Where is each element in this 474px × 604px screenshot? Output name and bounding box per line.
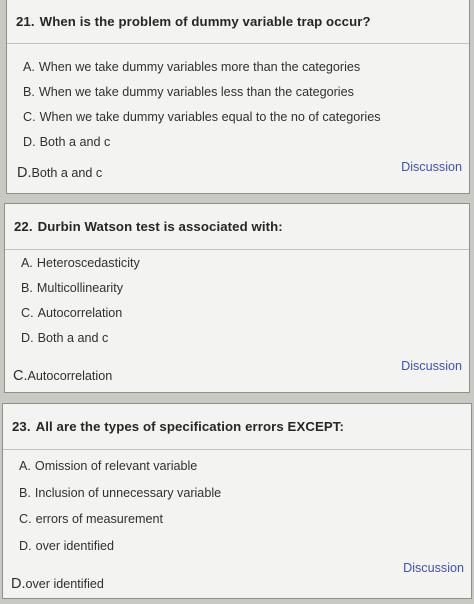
option-c[interactable] [19, 506, 221, 533]
option-letter: B. [21, 281, 33, 295]
option-a[interactable] [23, 55, 381, 80]
answer-text: Autocorrelation [27, 369, 113, 383]
option-d[interactable] [23, 130, 381, 155]
question-card-23 [2, 403, 472, 599]
discussion-link[interactable]: Discussion [401, 359, 462, 373]
option-b[interactable] [21, 276, 140, 301]
question-header [7, 0, 469, 44]
answer-text: Both a and c [31, 166, 103, 180]
option-letter: A. [21, 256, 33, 270]
option-text: Omission of relevant variable [34, 459, 198, 473]
option-letter: C. [21, 306, 34, 320]
option-d[interactable] [21, 326, 140, 351]
option-c[interactable] [23, 105, 381, 130]
answer-text: over identified [25, 577, 104, 591]
option-text: Heteroscedasticity [36, 256, 140, 270]
answer-letter: D. [17, 165, 32, 181]
question-number: 22. [14, 219, 33, 234]
option-letter: D. [19, 538, 32, 553]
options-list [19, 453, 221, 559]
question-header [3, 404, 471, 450]
option-a[interactable] [21, 251, 140, 276]
question-card-21 [6, 0, 470, 194]
question-number: 23. [12, 419, 31, 434]
question-text: When is the problem of dummy variable trap occur? [39, 13, 371, 29]
option-text: When we take dummy variables less than the categories [38, 85, 354, 99]
option-text: Multicollinearity [36, 281, 123, 295]
answer-letter: D. [11, 576, 26, 592]
option-text: errors of measurement [35, 512, 163, 526]
question-header [5, 204, 469, 250]
answer [17, 165, 102, 181]
answer [13, 368, 112, 384]
option-letter: A. [23, 60, 35, 74]
options-list [23, 55, 381, 155]
option-text: Inclusion of unnecessary variable [34, 485, 222, 500]
answer [11, 576, 104, 592]
option-text: Autocorrelation [37, 306, 123, 320]
option-letter: D. [21, 331, 34, 345]
option-letter: D. [23, 135, 36, 149]
option-text: When we take dummy variables more than the categories [38, 60, 361, 74]
option-text: Both a and c [37, 331, 109, 345]
question-card-22 [4, 203, 470, 393]
option-letter: A. [19, 459, 31, 473]
option-text: over identified [35, 538, 115, 553]
discussion-link[interactable]: Discussion [401, 160, 462, 174]
question-text: Durbin Watson test is associated with: [37, 219, 283, 234]
option-d[interactable] [19, 533, 221, 560]
question-number: 21. [16, 13, 35, 29]
option-letter: C. [19, 512, 32, 526]
discussion-link[interactable]: Discussion [403, 561, 464, 575]
option-b[interactable] [23, 80, 381, 105]
answer-letter: C. [13, 368, 28, 384]
option-text: Both a and c [39, 135, 111, 149]
options-list [21, 251, 140, 351]
option-letter: B. [23, 85, 35, 99]
question-text: All are the types of specification errors EXCEPT: [35, 419, 344, 434]
option-a[interactable] [19, 453, 221, 480]
option-b[interactable] [19, 480, 221, 507]
option-c[interactable] [21, 301, 140, 326]
option-letter: C. [23, 110, 36, 124]
option-text: When we take dummy variables equal to the no of categories [39, 110, 381, 124]
option-letter: B. [19, 485, 31, 500]
